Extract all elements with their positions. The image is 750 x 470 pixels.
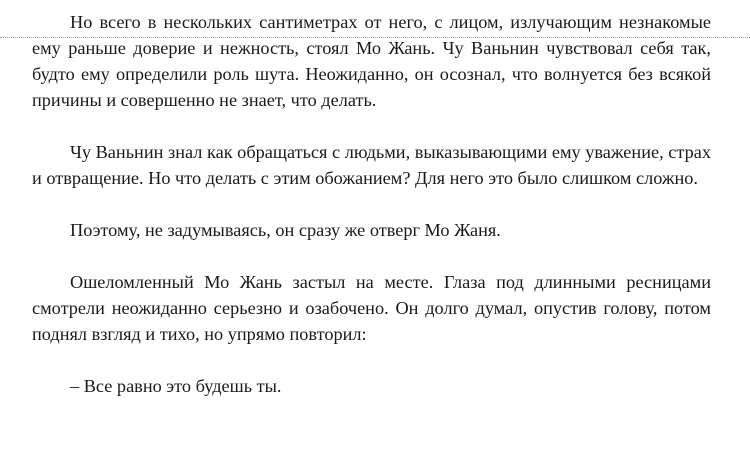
paragraph-2: Чу Ваньнин знал как обращаться с людьми, выказывающими ему уважение, страх и отвращение. Но что делать с этим обожанием? Для него это было слишком сложно. (32, 142, 711, 188)
page-break-line (0, 37, 750, 38)
paragraph-4: Ошеломленный Мо Жань застыл на месте. Глаза под длинными ресницами смотрели неожиданно серьезно и озабочено. Он долго думал, опустив голову, потом поднял взгляд и тихо, но упрямо повторил: (32, 272, 711, 344)
paragraph-1: Но всего в нескольких сантиметрах от него, с лицом, излучающим незнакомые ему раньше доверие и нежность, стоял Мо Жань. Чу Ваньнин чувствовал себя так, будто ему определили роль шута. Неожиданно, он осознал, что волнуется без всякой причины и совершенно не знает, что делать. (32, 12, 711, 110)
paragraph-3: Поэтому, не задумываясь, он сразу же отверг Мо Жаня. (70, 220, 501, 240)
paragraph-5: – Все равно это будешь ты. (70, 376, 282, 396)
